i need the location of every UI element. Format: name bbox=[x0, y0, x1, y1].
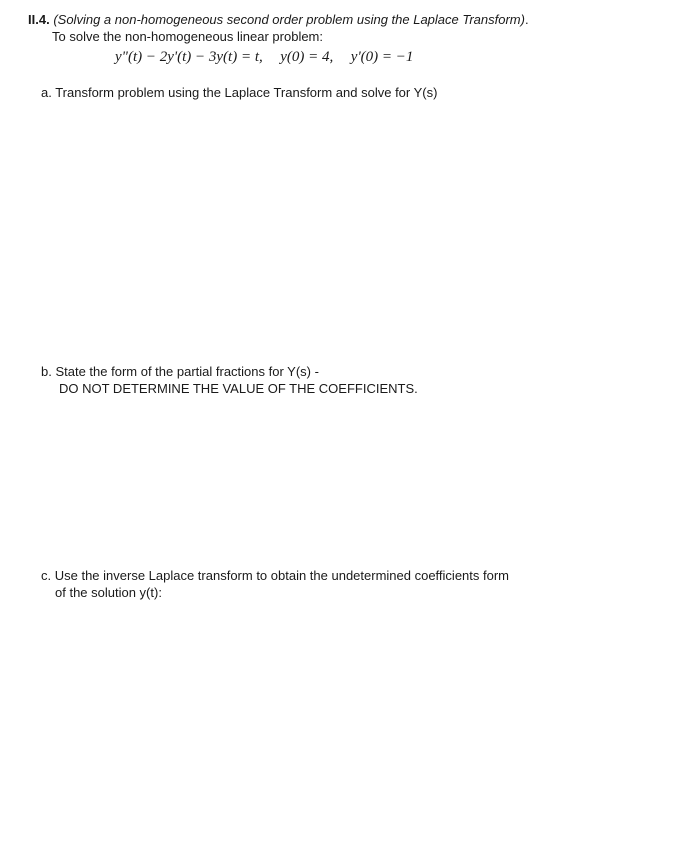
part-b-prompt-line2: DO NOT DETERMINE THE VALUE OF THE COEFFICIENTS. bbox=[59, 381, 418, 396]
part-c-prompt-line1: c. Use the inverse Laplace transform to obtain the undetermined coefficients form bbox=[41, 568, 510, 583]
equation-lhs: y"(t) − 2y'(t) − 3y(t) = t, bbox=[115, 49, 263, 65]
problem-title: (Solving a non-homogeneous second order problem using the Laplace Transform) bbox=[53, 12, 525, 27]
differential-equation bbox=[115, 49, 413, 66]
initial-condition-1: y(0) = 4, bbox=[280, 49, 334, 65]
part-a-prompt: a. Transform problem using the Laplace Transform and solve for Y(s) bbox=[41, 85, 438, 100]
problem-number: II.4 bbox=[28, 12, 47, 27]
initial-condition-2: y'(0) = −1 bbox=[350, 49, 414, 65]
problem-intro: To solve the non-homogeneous linear problem: bbox=[52, 29, 324, 44]
part-b-prompt-line1: b. State the form of the partial fractions for Y(s) - bbox=[41, 364, 319, 379]
problem-header: II.4. (Solving a non-homogeneous second order problem using the Laplace Transform). bbox=[28, 12, 529, 27]
part-c-prompt-line2: of the solution y(t): bbox=[55, 585, 162, 600]
